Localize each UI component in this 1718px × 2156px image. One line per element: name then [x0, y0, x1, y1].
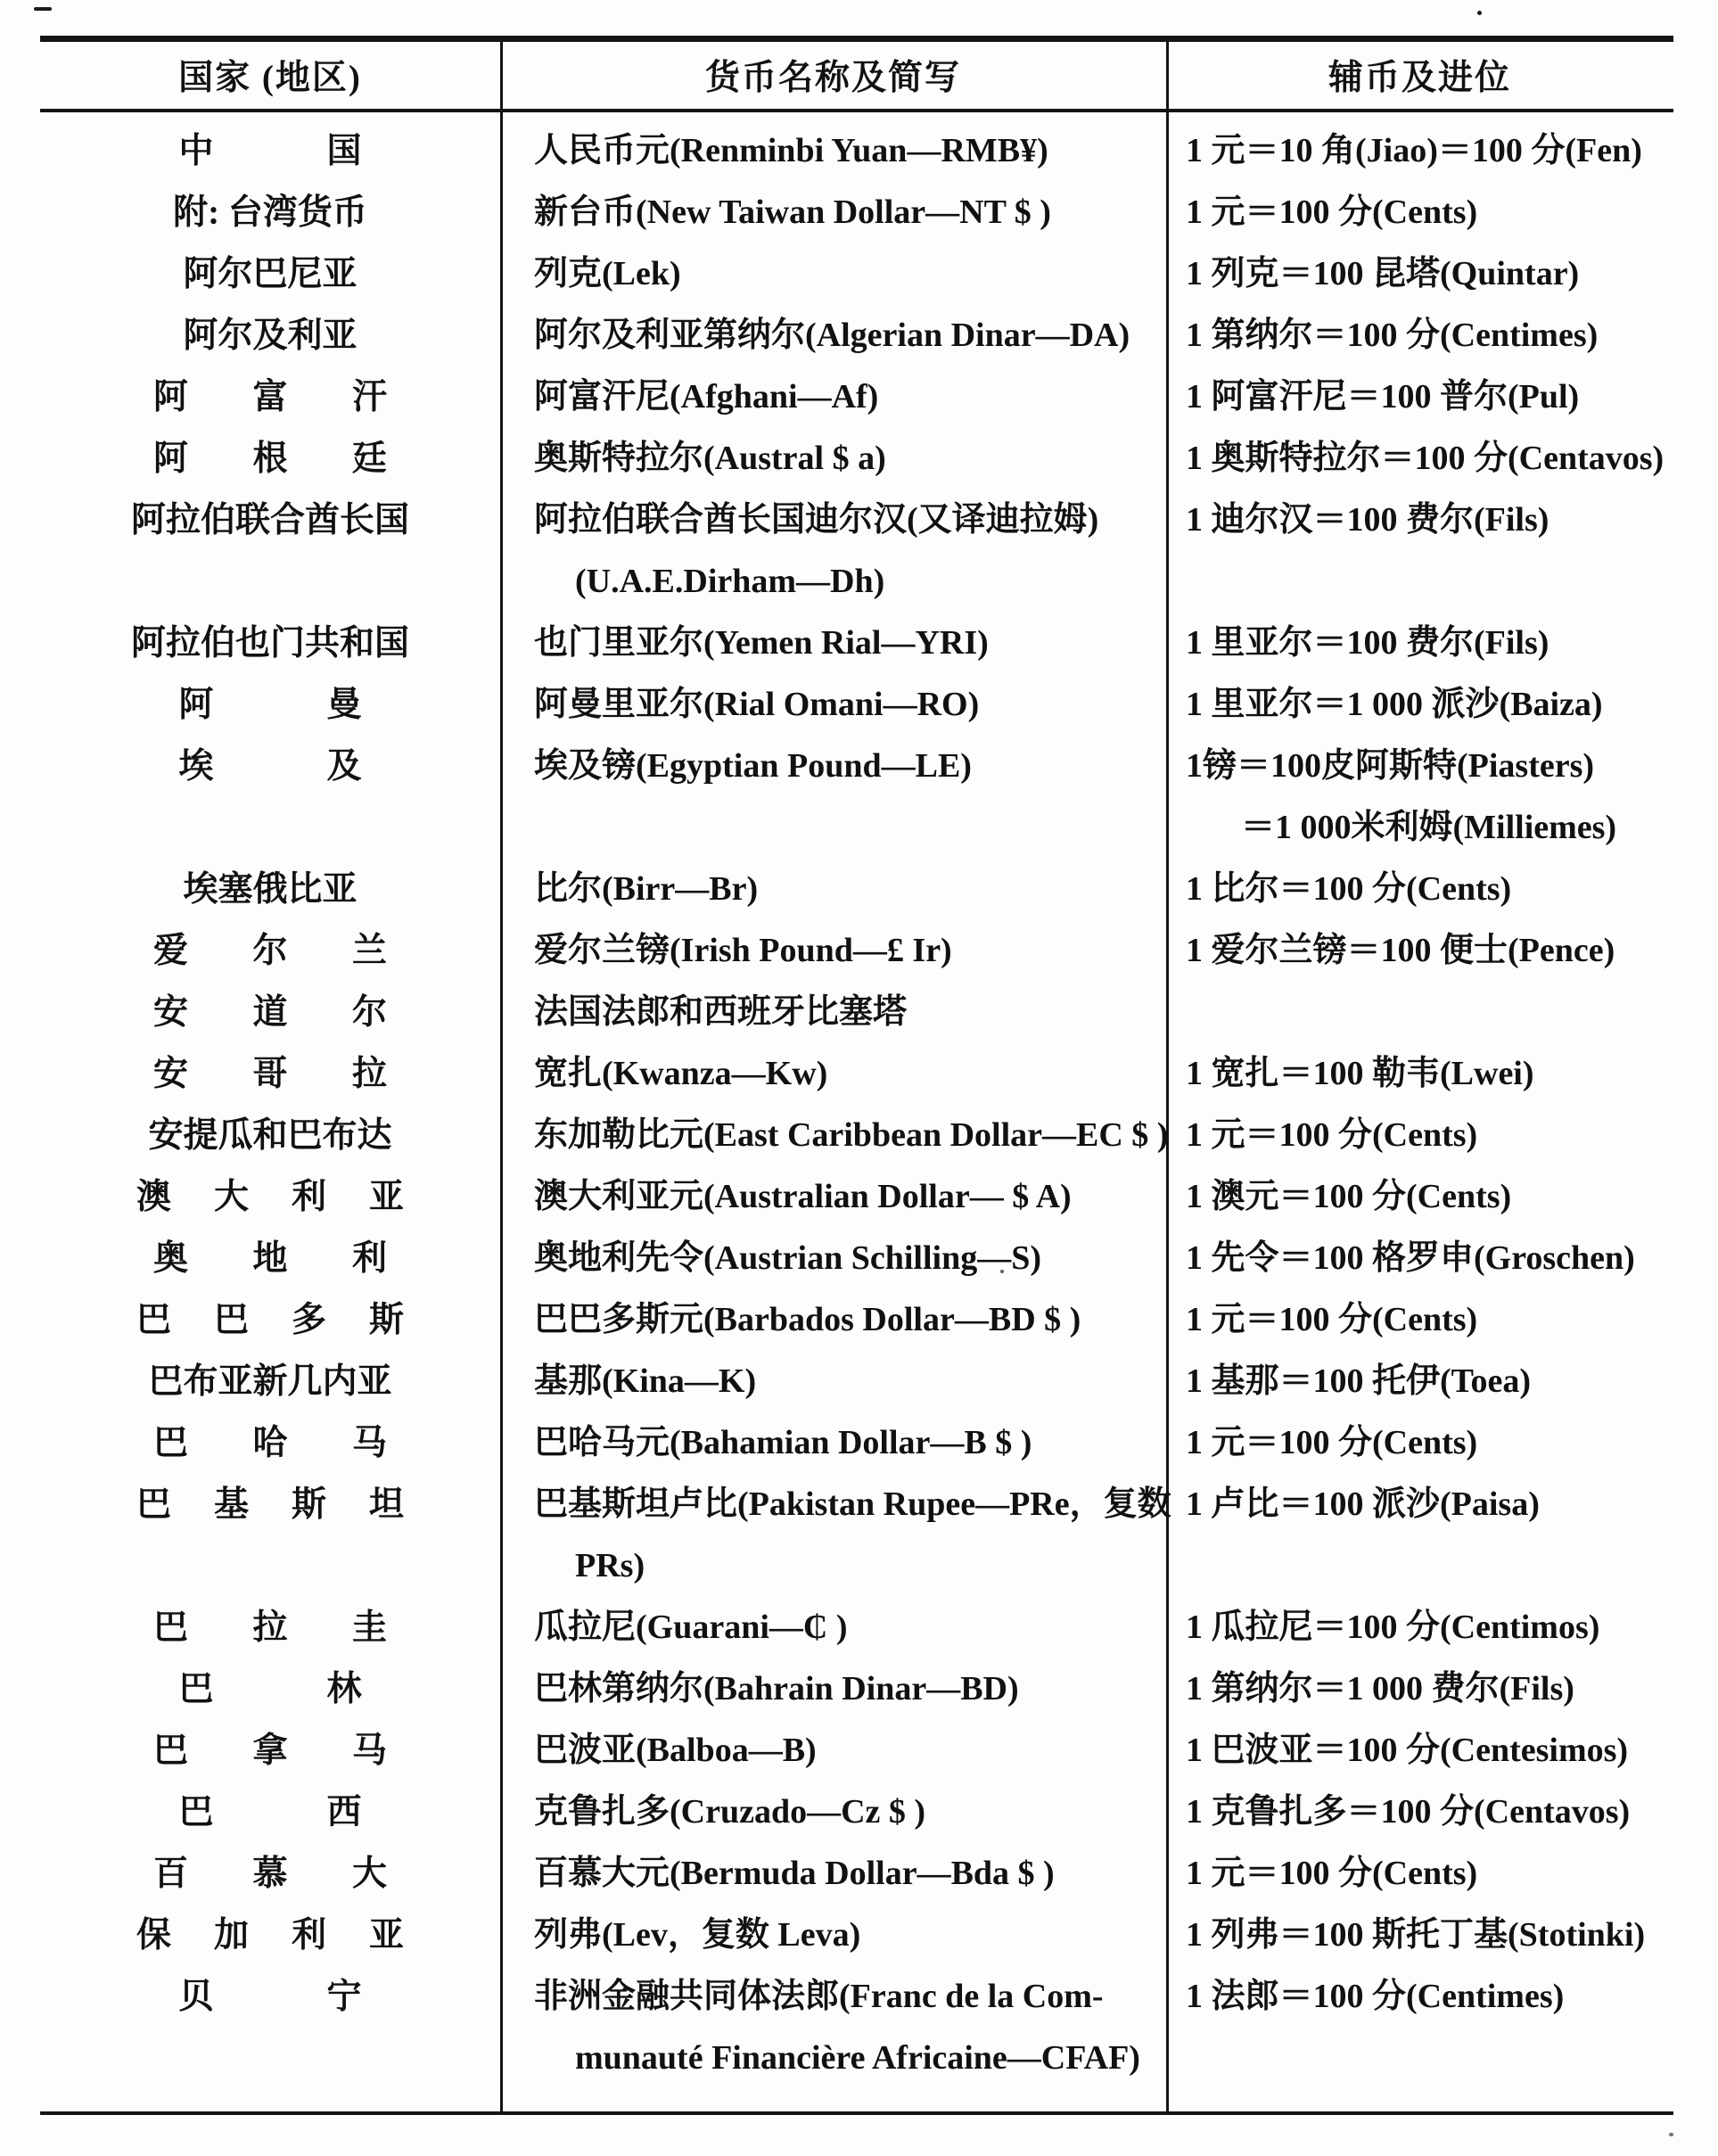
subunit-conversion: 1 基那＝100 托伊(Toea) [1186, 1362, 1532, 1400]
subunit-conversion: 1 里亚尔＝100 费尔(Fils) [1186, 624, 1549, 662]
table-row [40, 1105, 1673, 1166]
country-name: 澳大利亚 [136, 1178, 404, 1216]
currency-name: 澳大利亚元(Australian Dollar— $ A) [534, 1178, 1072, 1215]
table-row [40, 1228, 1673, 1289]
currency-name-continued: PRs) [575, 1547, 645, 1584]
subunit-conversion: 1 克鲁扎多＝100 分(Centavos) [1186, 1793, 1631, 1831]
country-name: 巴布亚新几内亚 [148, 1362, 392, 1401]
table-row [40, 736, 1673, 859]
subunit-conversion: 1 列弗＝100 斯托丁基(Stotinki) [1186, 1916, 1646, 1954]
subunit-conversion: 1 比尔＝100 分(Cents) [1186, 870, 1512, 908]
country-name: 安提瓜和巴布达 [148, 1116, 392, 1155]
country-name: 安道尔 [153, 993, 387, 1032]
table-row [40, 1658, 1673, 1720]
table-row [40, 120, 1673, 182]
currency-name-continued: munauté Financière Africaine—CFAF) [575, 2039, 1140, 2077]
country-name: 巴巴多斯 [136, 1301, 404, 1339]
country-name: 安哥拉 [153, 1055, 387, 1093]
header-subunit: 辅币及进位 [1328, 59, 1511, 97]
subunit-conversion-continued: ＝1 000米利姆(Milliemes) [1241, 809, 1617, 846]
subunit-conversion: 1 奥斯特拉尔＝100 分(Centavos) [1186, 440, 1665, 477]
currency-name: 阿富汗尼(Afghani—Af) [534, 378, 879, 416]
currency-name: 巴基斯坦卢比(Pakistan Rupee—PRe，复数 [534, 1485, 1171, 1523]
table-row [40, 305, 1673, 366]
subunit-conversion: 1 元＝10 角(Jiao)＝100 分(Fen) [1186, 132, 1642, 169]
currency-name: 列克(Lek) [534, 255, 681, 292]
subunit-conversion: 1镑＝100皮阿斯特(Piasters) [1186, 747, 1595, 785]
table-row [40, 613, 1673, 674]
country-name: 巴哈马 [153, 1424, 387, 1462]
currency-name: 巴巴多斯元(Barbados Dollar—BD $ ) [534, 1301, 1081, 1338]
table-row [40, 182, 1673, 243]
country-name: 阿根廷 [153, 440, 387, 478]
table-row [40, 1351, 1673, 1412]
country-name: 巴拿马 [153, 1732, 387, 1770]
country-name: 巴基斯坦 [136, 1485, 404, 1524]
currency-name: 奥斯特拉尔(Austral $ a) [534, 440, 886, 477]
subunit-conversion: 1 列克＝100 昆塔(Quintar) [1186, 255, 1580, 292]
table-row [40, 490, 1673, 613]
currency-name: 也门里亚尔(Yemen Rial—YRI) [534, 624, 989, 662]
subunit-conversion: 1 第纳尔＝1 000 费尔(Fils) [1186, 1670, 1574, 1708]
table-row [40, 1905, 1673, 1966]
country-name: 巴林 [178, 1670, 362, 1708]
country-name: 保加利亚 [136, 1916, 404, 1954]
subunit-conversion: 1 里亚尔＝1 000 派沙(Baiza) [1186, 686, 1603, 723]
table-row [40, 859, 1673, 920]
table-row [40, 428, 1673, 490]
table-row [40, 1782, 1673, 1843]
currency-name: 阿尔及利亚第纳尔(Algerian Dinar—DA) [534, 317, 1130, 354]
table-row [40, 1843, 1673, 1905]
table-row [40, 1966, 1673, 2089]
country-name: 巴拉圭 [153, 1609, 387, 1647]
table-row [40, 1597, 1673, 1658]
currency-name-continued: (U.A.E.Dirham—Dh) [575, 563, 885, 600]
table-header-row [40, 41, 1673, 109]
subunit-conversion: 1 卢比＝100 派沙(Paisa) [1186, 1485, 1540, 1523]
subunit-conversion: 1 元＝100 分(Cents) [1186, 1301, 1478, 1338]
subunit-conversion: 1 元＝100 分(Cents) [1186, 1116, 1478, 1154]
table-row [40, 243, 1673, 305]
subunit-conversion: 1 迪尔汉＝100 费尔(Fils) [1186, 501, 1549, 539]
subunit-conversion: 1 瓜拉尼＝100 分(Centimos) [1186, 1609, 1600, 1646]
subunit-conversion: 1 第纳尔＝100 分(Centimes) [1186, 317, 1599, 354]
currency-name: 巴哈马元(Bahamian Dollar—B $ ) [534, 1424, 1032, 1461]
table-row [40, 1166, 1673, 1228]
currency-name: 人民币元(Renminbi Yuan—RMB¥) [534, 132, 1048, 169]
currency-name: 法国法郎和西班牙比塞塔 [534, 993, 908, 1031]
subunit-conversion: 1 元＝100 分(Cents) [1186, 1855, 1478, 1892]
currency-name: 列弗(Lev，复数 Leva) [534, 1916, 861, 1954]
currency-name: 爱尔兰镑(Irish Pound—£ Ir) [534, 932, 952, 969]
currency-name: 东加勒比元(East Caribbean Dollar—EC $ ) [534, 1116, 1169, 1154]
country-name: 阿尔巴尼亚 [183, 255, 358, 293]
currency-name: 百慕大元(Bermuda Dollar—Bda $ ) [534, 1855, 1055, 1892]
header-country: 国家 (地区) [178, 59, 362, 97]
subunit-conversion: 1 爱尔兰镑＝100 便士(Pence) [1186, 932, 1615, 969]
currency-name: 奥地利先令(Austrian Schilling—S) [534, 1239, 1042, 1277]
country-name: 中国 [178, 132, 362, 170]
table-row [40, 674, 1673, 736]
subunit-conversion: 1 法郎＝100 分(Centimes) [1186, 1978, 1565, 2015]
country-name: 埃塞俄比亚 [183, 870, 358, 909]
table-row [40, 982, 1673, 1043]
subunit-conversion: 1 澳元＝100 分(Cents) [1186, 1178, 1512, 1215]
table-row [40, 1412, 1673, 1474]
country-name: 阿富汗 [153, 378, 387, 416]
country-name: 阿曼 [178, 686, 362, 724]
country-name: 爱尔兰 [153, 932, 387, 970]
currency-table [40, 0, 1673, 2156]
currency-name: 阿曼里亚尔(Rial Omani—RO) [534, 686, 980, 723]
header-separator-line [40, 109, 1673, 112]
table-row [40, 1043, 1673, 1105]
currency-name: 基那(Kina—K) [534, 1362, 757, 1400]
subunit-conversion: 1 阿富汗尼＝100 普尔(Pul) [1186, 378, 1580, 416]
country-name: 附: 台湾货币 [173, 193, 367, 232]
header-currency: 货币名称及简写 [704, 59, 961, 97]
currency-name: 瓜拉尼(Guarani—₵ ) [534, 1609, 848, 1646]
currency-name: 阿拉伯联合酋长国迪尔汉(又译迪拉姆) [534, 501, 1099, 539]
table-row [40, 1289, 1673, 1351]
currency-name: 埃及镑(Egyptian Pound—LE) [534, 747, 972, 785]
currency-name: 宽扎(Kwanza—Kw) [534, 1055, 828, 1092]
country-name: 百慕大 [153, 1855, 387, 1893]
country-name: 奥地利 [153, 1239, 387, 1278]
country-name: 埃及 [178, 747, 362, 786]
country-name: 贝宁 [178, 1978, 362, 2016]
subunit-conversion: 1 元＝100 分(Cents) [1186, 1424, 1478, 1461]
currency-name: 非洲金融共同体法郎(Franc de la Com- [534, 1978, 1104, 2015]
country-name: 阿尔及利亚 [183, 317, 358, 355]
table-row [40, 920, 1673, 982]
subunit-conversion: 1 先令＝100 格罗申(Groschen) [1186, 1239, 1635, 1277]
table-bottom-border [40, 2111, 1673, 2115]
subunit-conversion: 1 巴波亚＝100 分(Centesimos) [1186, 1732, 1629, 1769]
subunit-conversion: 1 元＝100 分(Cents) [1186, 193, 1478, 231]
currency-name: 比尔(Birr—Br) [534, 870, 759, 908]
table-row [40, 1474, 1673, 1597]
country-name: 巴西 [178, 1793, 362, 1831]
currency-name: 新台币(New Taiwan Dollar—NT $ ) [534, 193, 1051, 231]
country-name: 阿拉伯联合酋长国 [130, 501, 409, 539]
currency-name: 巴波亚(Balboa—B) [534, 1732, 817, 1769]
country-name: 阿拉伯也门共和国 [130, 624, 409, 662]
table-row [40, 366, 1673, 428]
subunit-conversion: 1 宽扎＝100 勒韦(Lwei) [1186, 1055, 1534, 1092]
currency-name: 克鲁扎多(Cruzado—Cz $ ) [534, 1793, 926, 1831]
table-row [40, 1720, 1673, 1782]
table-body [40, 120, 1673, 2089]
currency-name: 巴林第纳尔(Bahrain Dinar—BD) [534, 1670, 1019, 1708]
